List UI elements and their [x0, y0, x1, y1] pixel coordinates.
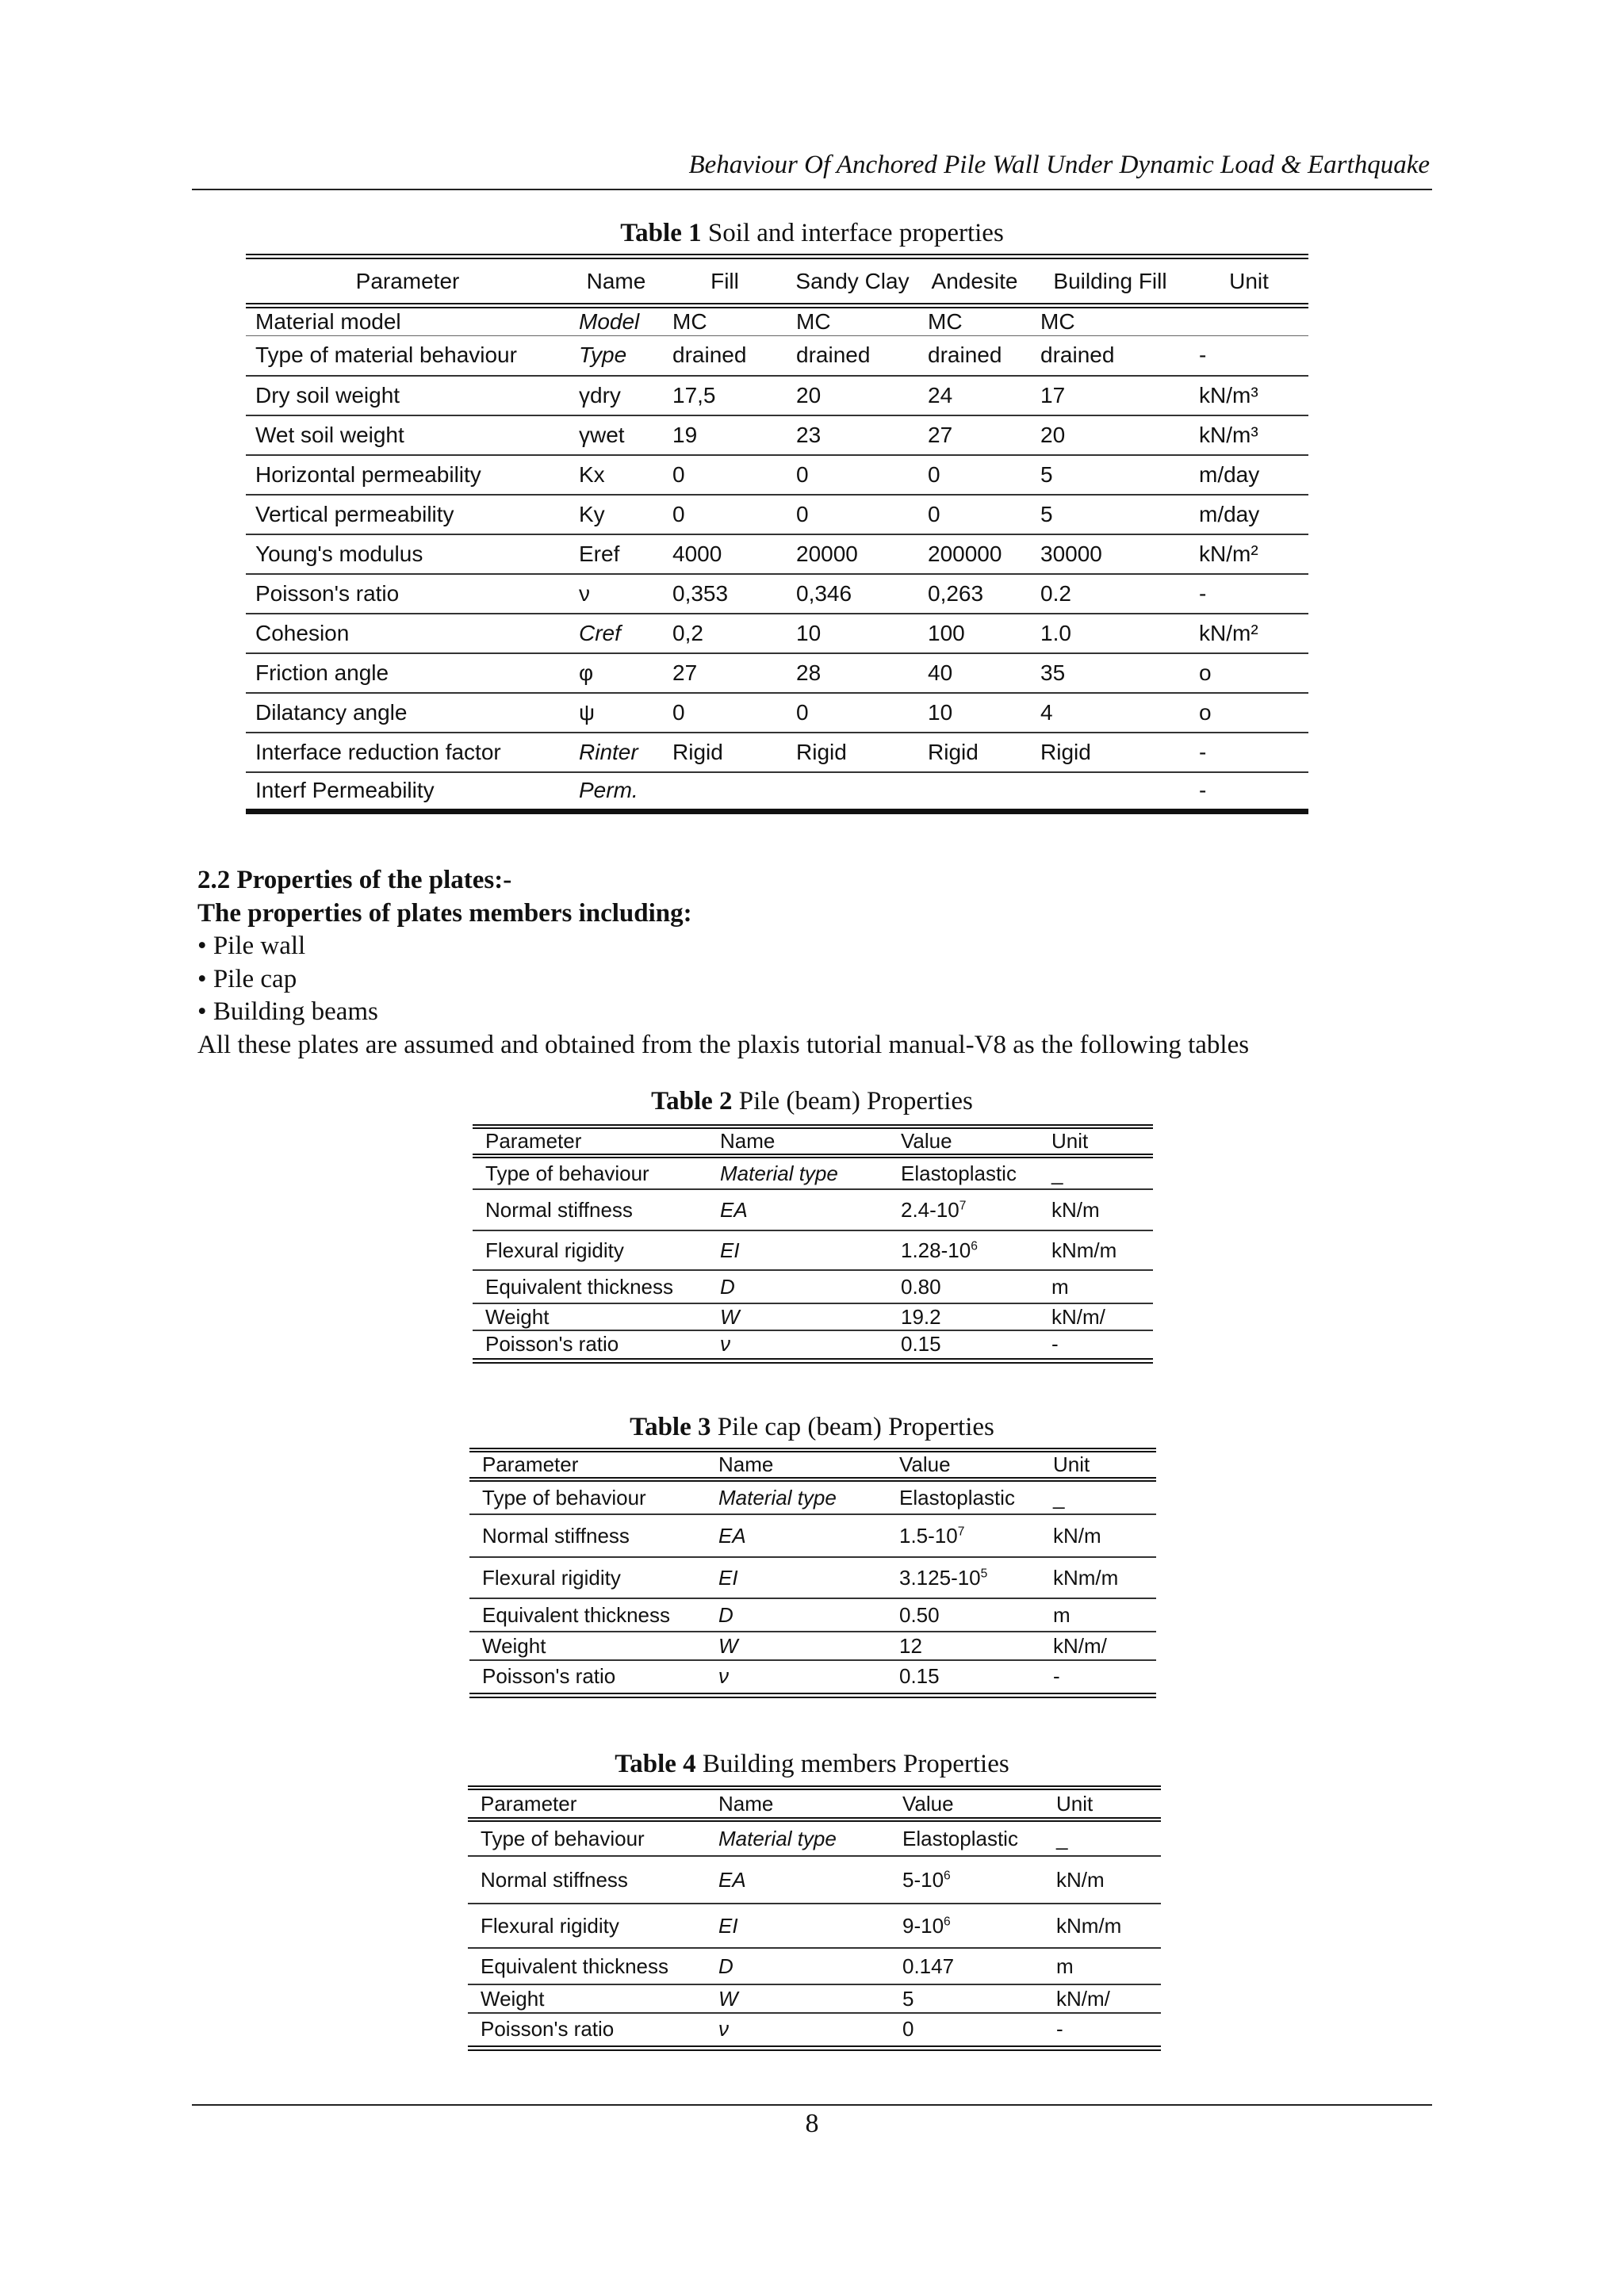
table-header-row [468, 1788, 1161, 1820]
col-header: Building Fill [1053, 268, 1167, 293]
table-row [469, 1479, 1156, 1514]
col-header: Parameter [482, 1452, 579, 1476]
table-cell [918, 772, 1031, 812]
table-cell: m/day [1199, 461, 1260, 487]
table-cell: kN/m [1051, 1197, 1100, 1222]
table-cell: γwet [579, 422, 625, 447]
table-row [469, 1514, 1156, 1557]
table-cell: kN/m/ [1053, 1633, 1107, 1658]
table-cell: 23 [796, 422, 822, 447]
table-cell: _ [1051, 1161, 1063, 1185]
table-cell: m [1053, 1602, 1071, 1627]
exponent: 5 [980, 1566, 988, 1580]
table-cell: 0 [672, 461, 685, 487]
table-cell: 27 [672, 660, 698, 685]
table-cell: Elastoplastic [902, 1826, 1018, 1850]
table-row [469, 1598, 1156, 1632]
table-cell: 17 [1040, 382, 1066, 408]
table-cell: - [1199, 739, 1207, 764]
table-cell: Vertical permeability [255, 501, 454, 526]
table-cell: Rinter [579, 739, 638, 764]
table-row [469, 1660, 1156, 1695]
table-cell: kN/m [1056, 1867, 1105, 1892]
table-row [468, 1820, 1161, 1856]
table-cell: W [720, 1304, 740, 1329]
table-cell: Rigid [672, 739, 723, 764]
table-cell: φ [579, 660, 594, 685]
table-cell: Flexural rigidity [482, 1565, 621, 1590]
table-cell: Type of behaviour [481, 1826, 645, 1850]
table-cell: Normal stiffness [482, 1523, 630, 1548]
col-header: Value [902, 1791, 954, 1816]
col-header: Name [586, 268, 646, 293]
table-cell: - [1199, 342, 1207, 368]
table4-caption-text: Building members Properties [702, 1750, 1009, 1778]
table-cell: drained [672, 342, 747, 368]
table-row [246, 772, 1308, 812]
table-row [469, 1557, 1156, 1598]
table-cell: $5-10^6$ [902, 1867, 951, 1892]
table-cell: 200000 [928, 541, 1002, 566]
col-header: Unit [1051, 1129, 1089, 1153]
table4-caption [0, 1750, 1624, 1779]
table-cell: 100 [928, 620, 965, 645]
table-cell: Young's modulus [255, 541, 423, 566]
table-cell: EI [720, 1238, 740, 1262]
section-2-2 [197, 864, 1434, 1062]
table-cell [1189, 306, 1308, 336]
col-header: Unit [1229, 268, 1269, 293]
table-cell: Type of behaviour [482, 1485, 646, 1510]
table-cell: Interface reduction factor [255, 739, 501, 764]
table-cell: 0 [796, 699, 809, 725]
table-cell: kNm/m [1051, 1238, 1117, 1262]
bullet-item: • Building beams [197, 997, 378, 1026]
exponent: 7 [959, 1198, 967, 1212]
col-header: Name [718, 1452, 774, 1476]
col-header: Unit [1056, 1791, 1094, 1816]
table1-caption [0, 219, 1624, 248]
col-header: Parameter [481, 1791, 577, 1816]
table-cell: Flexural rigidity [485, 1238, 624, 1262]
table-cell: kN/m/ [1056, 1986, 1110, 2011]
table-cell: - [1051, 1332, 1059, 1357]
col-header: Value [899, 1452, 951, 1476]
table-cell: 19.2 [901, 1304, 941, 1329]
table-cell: kNm/m [1056, 1913, 1122, 1938]
table-cell: Equivalent thickness [482, 1602, 671, 1627]
table-cell: Kx [579, 461, 605, 487]
table-cell: 5 [902, 1986, 914, 2011]
table-cell: ν [579, 580, 590, 606]
table-header-row [246, 257, 1308, 306]
table3-caption-text: Pile cap (beam) Properties [717, 1413, 994, 1441]
table-cell: 0 [902, 2017, 914, 2042]
table-cell: 40 [928, 660, 953, 685]
table-cell: Elastoplastic [901, 1161, 1017, 1185]
running-header: Behaviour Of Anchored Pile Wall Under Dynamic Load & Earthquake [688, 151, 1430, 179]
table-cell: 0.147 [902, 1954, 955, 1978]
table2-caption-text: Pile (beam) Properties [738, 1087, 973, 1115]
table-cell: Ky [579, 501, 605, 526]
table-cell: 4 [1040, 699, 1053, 725]
soil-properties-table [246, 254, 1308, 814]
table-cell: Poisson's ratio [255, 580, 400, 606]
table-cell: 0.15 [901, 1332, 941, 1357]
table-cell: m [1051, 1274, 1069, 1299]
table-cell: 17,5 [672, 382, 716, 408]
table-row [473, 1330, 1153, 1360]
bullet-item: • Pile cap [197, 964, 297, 993]
table-cell: $9-10^6$ [902, 1913, 951, 1938]
table3-caption [0, 1413, 1624, 1442]
table1-caption-text: Soil and interface properties [707, 219, 1004, 247]
table-cell: Poisson's ratio [481, 2017, 615, 2042]
table-cell: 20000 [796, 541, 858, 566]
col-header: Parameter [355, 268, 460, 293]
table-cell: drained [796, 342, 871, 368]
table-cell: Type of behaviour [485, 1161, 649, 1185]
table-cell: MC [796, 309, 831, 334]
table-cell: Rigid [796, 739, 847, 764]
table-cell: kN/m² [1199, 620, 1258, 645]
col-header: Value [901, 1129, 952, 1153]
table-cell: Weight [482, 1633, 546, 1658]
table-cell: 0.15 [899, 1664, 940, 1689]
section-heading: 2.2 Properties of the plates:- [197, 866, 512, 894]
table1-caption-label: Table 1 [620, 219, 702, 247]
table-cell: 0.2 [1040, 580, 1071, 606]
exponent: 6 [971, 1238, 978, 1253]
table-row [468, 1856, 1161, 1904]
table-cell: o [1199, 699, 1212, 725]
table2-caption [0, 1087, 1624, 1116]
table-cell: - [1053, 1664, 1060, 1689]
table-header-row [473, 1127, 1153, 1156]
table-cell: D [720, 1274, 735, 1299]
table-row [473, 1230, 1153, 1270]
table-row [473, 1189, 1153, 1230]
table-row [246, 495, 1308, 534]
table-cell: Perm. [579, 778, 638, 803]
table-cell: MC [672, 309, 707, 334]
table-cell: kN/m² [1199, 541, 1258, 566]
table-cell: 24 [928, 382, 953, 408]
table-cell: 28 [796, 660, 822, 685]
table-cell: Normal stiffness [485, 1197, 633, 1222]
table-cell: o [1199, 660, 1212, 685]
table-cell: _ [1053, 1485, 1065, 1510]
table-cell: 19 [672, 422, 698, 447]
table-row [246, 415, 1308, 455]
col-header: Name [720, 1129, 776, 1153]
section-subheading: The properties of plates members including: [197, 898, 692, 928]
table-cell: 12 [899, 1633, 922, 1658]
table-row [246, 306, 1308, 336]
table-cell: Horizontal permeability [255, 461, 481, 487]
table-cell: D [718, 1602, 733, 1627]
col-header: Parameter [485, 1129, 582, 1153]
col-header: Fill [710, 268, 739, 293]
table2-caption-label: Table 2 [651, 1087, 733, 1115]
exponent: 6 [944, 1868, 951, 1882]
table-cell: 0,353 [672, 580, 729, 606]
table-cell: - [1056, 2017, 1063, 2042]
table-cell: 1.0 [1040, 620, 1071, 645]
table-cell: 10 [796, 620, 822, 645]
table-cell: 35 [1040, 660, 1066, 685]
table-cell: kN/m [1053, 1523, 1101, 1548]
table-row [246, 574, 1308, 614]
table-cell: Material type [720, 1161, 838, 1185]
table-cell: Normal stiffness [481, 1867, 628, 1892]
table-cell: W [718, 1633, 738, 1658]
table-cell: kN/m³ [1199, 382, 1258, 408]
table-cell: 20 [796, 382, 822, 408]
table-cell: Poisson's ratio [485, 1332, 619, 1357]
table-row [246, 455, 1308, 495]
table-cell: Flexural rigidity [481, 1913, 619, 1938]
table-row [246, 653, 1308, 693]
exponent: 6 [944, 1914, 951, 1928]
table-cell: Cohesion [255, 620, 350, 645]
table-cell: Type [579, 342, 627, 368]
table-cell: Weight [485, 1304, 550, 1329]
table-cell: Material type [718, 1485, 837, 1510]
building-members-properties-table [468, 1785, 1161, 2051]
table-cell: Dilatancy angle [255, 699, 408, 725]
table-cell: 30000 [1040, 541, 1102, 566]
table-cell: Material type [718, 1826, 837, 1850]
table-cell: EI [718, 1913, 738, 1938]
bullet-text: Pile cap [213, 964, 297, 993]
table-row [473, 1270, 1153, 1303]
header-rule [192, 189, 1432, 190]
table-cell: Elastoplastic [899, 1485, 1015, 1510]
table-cell: kNm/m [1053, 1565, 1119, 1590]
table-cell: EA [718, 1867, 746, 1892]
table-cell: EA [718, 1523, 746, 1548]
table-cell: 0 [672, 699, 685, 725]
table-cell: Interf Permeability [255, 778, 435, 803]
table-cell: W [718, 1986, 738, 2011]
table-cell: Rigid [1040, 739, 1091, 764]
table-cell: $2.4-10^7$ [901, 1197, 967, 1222]
table-row [473, 1156, 1153, 1189]
table-row [246, 336, 1308, 376]
table-cell: EA [720, 1197, 748, 1222]
table-cell: MC [1040, 309, 1075, 334]
table-row [246, 693, 1308, 733]
table-row [246, 534, 1308, 574]
table-cell: kN/m/ [1051, 1304, 1105, 1329]
table-row [246, 376, 1308, 415]
col-header: Name [718, 1791, 774, 1816]
table-cell: Wet soil weight [255, 422, 404, 447]
col-header: Sandy Clay [795, 268, 910, 293]
table-row [473, 1303, 1153, 1330]
table-cell: ν [718, 2017, 729, 2042]
table-cell: m [1056, 1954, 1074, 1978]
table-cell: 0.80 [901, 1274, 941, 1299]
table-row [468, 1948, 1161, 1984]
table-cell: $3.125-10^5$ [899, 1565, 988, 1590]
table-row [246, 733, 1308, 772]
table-cell: γdry [579, 382, 621, 408]
table-cell: - [1199, 778, 1207, 803]
table-cell: 27 [928, 422, 953, 447]
table-cell: 0 [672, 501, 685, 526]
table-header-row [469, 1450, 1156, 1479]
table-cell: - [1199, 580, 1207, 606]
table-row [468, 1984, 1161, 2013]
table-cell: Dry soil weight [255, 382, 400, 408]
table-cell: D [718, 1954, 733, 1978]
pile-properties-table [473, 1124, 1153, 1364]
table-cell: _ [1056, 1826, 1068, 1850]
exponent: 7 [957, 1524, 965, 1538]
table-cell: drained [1040, 342, 1115, 368]
table-cell: Equivalent thickness [485, 1274, 674, 1299]
table-cell: Material model [255, 309, 401, 334]
section-paragraph: All these plates are assumed and obtained from the plaxis tutorial manual-V8 as the following tables [197, 1030, 1250, 1059]
table-cell [787, 772, 918, 812]
page-number: 8 [805, 2109, 819, 2138]
table-cell: ν [720, 1332, 730, 1357]
col-header: Andesite [931, 268, 1018, 293]
table-cell: 0 [796, 501, 809, 526]
table-cell [1031, 772, 1189, 812]
table-cell: m/day [1199, 501, 1260, 526]
table-row [246, 614, 1308, 653]
table-cell: 5 [1040, 461, 1053, 487]
table-cell: 0,263 [928, 580, 984, 606]
table-cell: Weight [481, 1986, 545, 2011]
table-cell: drained [928, 342, 1002, 368]
table-cell: $1.28-10^6$ [901, 1238, 978, 1262]
table-cell: EI [718, 1565, 738, 1590]
bullet-item: • Pile wall [197, 932, 306, 960]
table-cell: ψ [579, 699, 595, 725]
table-row [468, 1904, 1161, 1948]
footer-rule [192, 2104, 1432, 2106]
table4-caption-label: Table 4 [615, 1750, 696, 1778]
table-cell: Eref [579, 541, 620, 566]
table-cell: 10 [928, 699, 953, 725]
table-cell: MC [928, 309, 963, 334]
table3-caption-label: Table 3 [630, 1413, 711, 1441]
bullet-text: Building beams [213, 997, 378, 1026]
table-cell: $1.5-10^7$ [899, 1523, 965, 1548]
table-cell: kN/m³ [1199, 422, 1258, 447]
table-cell: Equivalent thickness [481, 1954, 669, 1978]
table-cell: Rigid [928, 739, 979, 764]
table-cell: 0,2 [672, 620, 703, 645]
col-header: Unit [1053, 1452, 1090, 1476]
table-cell: 0 [928, 501, 940, 526]
table-cell: ν [718, 1664, 729, 1689]
table-cell: Type of material behaviour [255, 342, 517, 368]
table-cell: Poisson's ratio [482, 1664, 616, 1689]
table-cell: 20 [1040, 422, 1066, 447]
table-cell: 0 [796, 461, 809, 487]
table-cell: 0,346 [796, 580, 852, 606]
table-row [468, 2013, 1161, 2048]
table-cell: Cref [579, 620, 621, 645]
table-cell: 4000 [672, 541, 722, 566]
table-cell: 0 [928, 461, 940, 487]
pile-cap-properties-table [469, 1448, 1156, 1698]
table-cell: 5 [1040, 501, 1053, 526]
table-cell [663, 772, 787, 812]
table-cell: Model [579, 309, 640, 334]
table-row [469, 1632, 1156, 1660]
table-cell: Friction angle [255, 660, 389, 685]
table-cell: 0.50 [899, 1602, 940, 1627]
bullet-text: Pile wall [213, 932, 306, 960]
